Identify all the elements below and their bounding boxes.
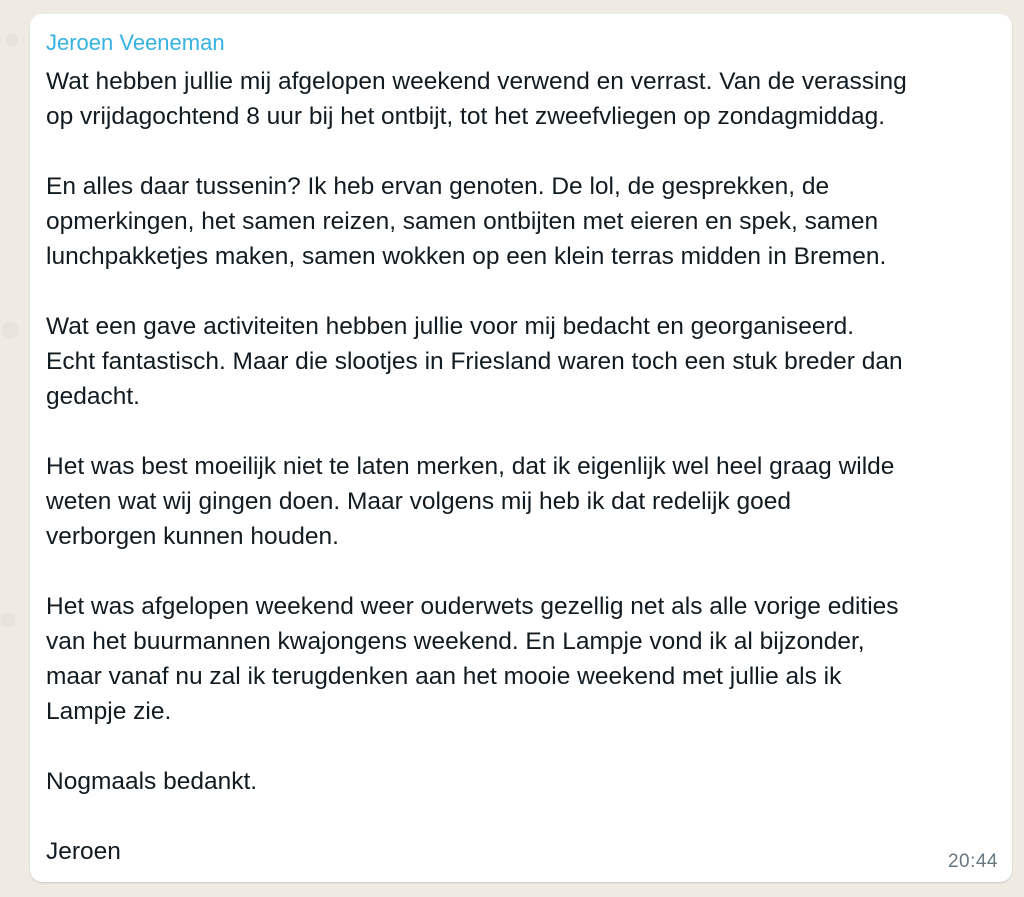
message-line: verborgen kunnen houden. (46, 523, 339, 550)
sender-name[interactable]: Jeroen Veeneman (46, 30, 225, 55)
message-paragraph-2 (46, 169, 992, 274)
message-line: van het buurmannen kwajongens weekend. En Lampje vond ik al bijzonder, (46, 628, 865, 655)
message-paragraph-5 (46, 589, 992, 729)
message-paragraph-7 (46, 834, 992, 869)
message-line: maar vanaf nu zal ik terugdenken aan het mooie weekend met jullie als ik (46, 663, 842, 690)
message-timestamp: 20:44 (947, 851, 998, 872)
message-line: Lampje zie. (46, 698, 172, 725)
message-line: En alles daar tussenin? Ik heb ervan genoten. De lol, de gesprekken, de (46, 173, 830, 200)
message-line: weten wat wij gingen doen. Maar volgens mij heb ik dat redelijk goed (46, 488, 791, 515)
message-line: gedacht. (46, 383, 140, 410)
message-line: Wat een gave activiteiten hebben jullie voor mij bedacht en georganiseerd. (46, 313, 855, 340)
message-paragraph-4 (46, 449, 992, 554)
message-line: Wat hebben jullie mij afgelopen weekend verwend en verrast. Van de verassing (46, 68, 907, 95)
message-line: Het was afgelopen weekend weer ouderwets gezellig net als alle vorige edities (46, 593, 899, 620)
message-line: lunchpakketjes maken, samen wokken op een klein terras midden in Bremen. (46, 243, 887, 270)
message-paragraph-3 (46, 309, 992, 414)
message-paragraph-1 (46, 64, 992, 134)
message-paragraph-6 (46, 764, 992, 799)
message-line: opmerkingen, het samen reizen, samen ontbijten met eieren en spek, samen (46, 208, 879, 235)
message-bubble[interactable] (30, 14, 1012, 882)
message-text (46, 64, 992, 869)
message-line: Het was best moeilijk niet te laten merken, dat ik eigenlijk wel heel graag wilde (46, 453, 895, 480)
message-line: Jeroen (46, 838, 121, 865)
message-line: op vrijdagochtend 8 uur bij het ontbijt, tot het zweefvliegen op zondagmiddag. (46, 103, 886, 130)
message-line: Nogmaals bedankt. (46, 768, 258, 795)
message-line: Echt fantastisch. Maar die slootjes in Friesland waren toch een stuk breder dan (46, 348, 903, 375)
